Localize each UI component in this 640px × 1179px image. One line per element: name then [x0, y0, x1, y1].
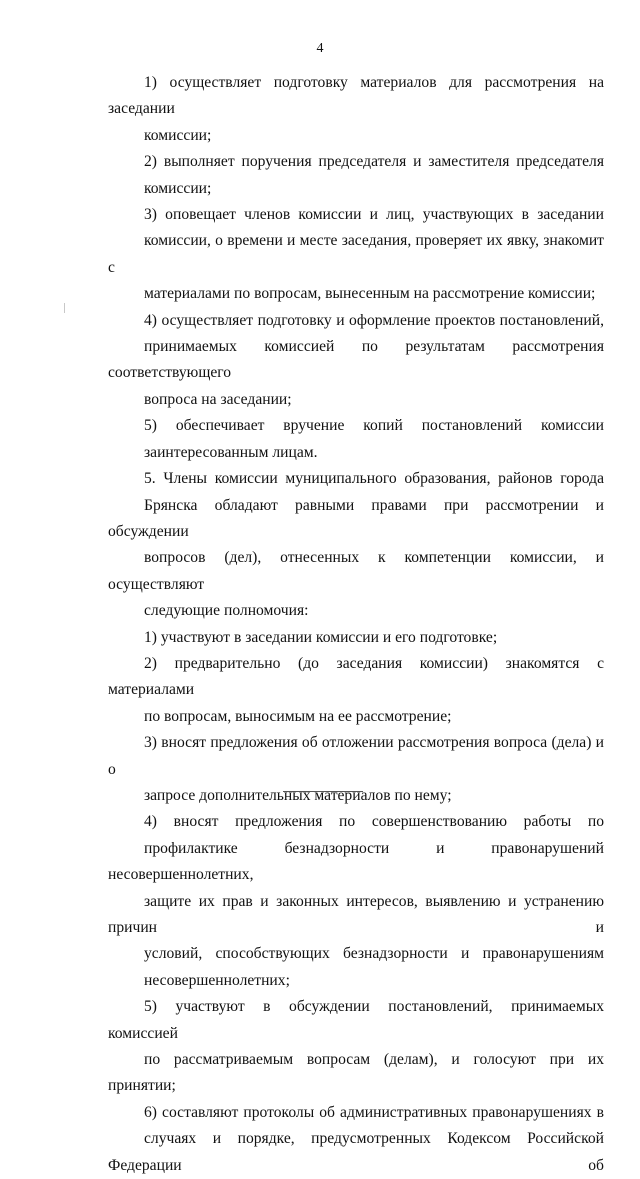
text-line: случаях и порядке, предусмотренных Кодексом Российской Федерации об [108, 1130, 604, 1174]
text-line: 1) участвуют в заседании комиссии и его подготовке; [144, 628, 498, 646]
paragraph [108, 466, 604, 624]
paragraph [108, 413, 604, 466]
text-line: 2) выполняет поручения председателя и заместителя председателя [144, 153, 604, 171]
paragraph [108, 809, 604, 994]
text-line: Брянска обладают равными правами при рассмотрении и обсуждении [108, 496, 604, 540]
text-line: по рассматриваемым вопросам (делам), и голосуют при их принятии; [108, 1051, 604, 1095]
text-line: комиссии, о времени и месте заседания, проверяет их явку, знакомит с [108, 232, 604, 276]
paragraph [108, 202, 604, 308]
paragraph [108, 70, 604, 149]
page-number: 4 [316, 41, 324, 56]
text-line: 3) вносят предложения об отложении рассмотрения вопроса (дела) и о [108, 734, 604, 778]
text-line: 6) составляют протоколы об административных правонарушениях в [144, 1103, 604, 1121]
paragraph [108, 308, 604, 414]
text-line: защите их прав и законных интересов, выявлению и устранению причин и [108, 892, 604, 936]
text-line: 2) предварительно (до заседания комиссии) знакомятся с материалами [108, 654, 604, 699]
paragraph [108, 1100, 604, 1179]
text-line: материалами по вопросам, вынесенным на рассмотрение комиссии; [144, 285, 596, 303]
text-line: вопроса на заседании; [144, 390, 292, 408]
paragraph [108, 730, 604, 809]
text-line: 3) оповещает членов комиссии и лиц, участвующих в заседании [144, 206, 604, 224]
text-line: 5) обеспечивает вручение копий постановлений комиссии [144, 417, 604, 435]
text-line: заинтересованным лицам. [144, 443, 318, 461]
text-line: 1) осуществляет подготовку материалов для рассмотрения на заседании [108, 74, 604, 118]
text-line: 4) осуществляет подготовку и оформление проектов постановлений, [144, 311, 604, 329]
text-line: профилактике безнадзорности и правонарушений несовершеннолетних, [108, 839, 604, 884]
text-line: принимаемых комиссией по результатам рассмотрения соответствующего [108, 338, 604, 382]
text-line: запросе дополнительных материалов по нему; [144, 786, 452, 804]
text-line: по вопросам, выносимым на ее рассмотрение; [144, 707, 452, 725]
text-line: несовершеннолетних; [144, 971, 290, 989]
paragraph [108, 149, 604, 202]
body-text [108, 70, 604, 1179]
margin-mark [64, 303, 65, 313]
paragraph [108, 651, 604, 730]
paragraph [108, 625, 604, 651]
text-line: комиссии; [144, 179, 212, 197]
text-line: 5) участвуют в обсуждении постановлений, принимаемых комиссией [108, 998, 604, 1042]
paragraph [108, 994, 604, 1100]
text-line: вопросов (дел), отнесенных к компетенции комиссии, и осуществляют [108, 549, 604, 593]
text-line: условий, способствующих безнадзорности и правонарушениям [144, 945, 604, 963]
text-line: комиссии; [144, 126, 212, 144]
text-line: 5. Члены комиссии муниципального образования, районов города [144, 470, 604, 488]
text-line: следующие полномочия: [144, 602, 309, 620]
text-line: 4) вносят предложения по совершенствованию работы по [144, 813, 604, 831]
